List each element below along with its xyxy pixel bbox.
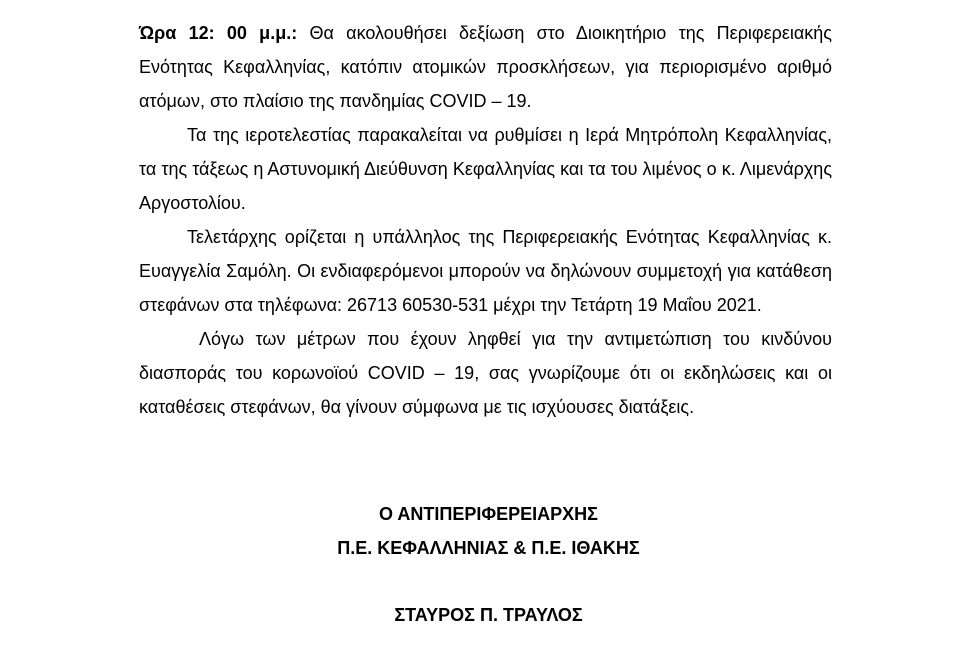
signature-units <box>0 536 977 560</box>
paragraph-master-of-ceremonies: Τελετάρχης ορίζεται η υπάλληλος της Περιφερειακής Ενότητας Κεφαλληνίας κ. Ευαγγελία Σαμόλη. Οι ενδιαφερόμενοι μπορούν να δηλώνουν συμμετοχή για κατάθεση στεφάνων στα τηλέφωνα: 26713 60530-531 μέχρι την Τετάρτη 19 Μαΐου 2021. <box>139 227 832 315</box>
time-label: Ώρα 12: 00 μ.μ.: <box>139 23 298 43</box>
document-body <box>139 16 832 424</box>
signature-title-text: Ο ΑΝΤΙΠΕΡΙΦΕΡΕΙΑΡΧΗΣ <box>379 504 598 524</box>
signature-name <box>0 603 977 627</box>
reception-text: Θα ακολουθήσει δεξίωση στο Διοικητήριο της Περιφερειακής Ενότητας Κεφαλληνίας, κατόπιν ατομικών προσκλήσεων, για περιορισμένο αριθμό ατόμων, στο πλαίσιο της πανδημίας COVID – 19. <box>139 23 832 111</box>
paragraph-reception <box>139 16 832 118</box>
paragraph-ceremony-arrangements: Τα της ιεροτελεστίας παρακαλείται να ρυθμίσει η Ιερά Μητρόπολη Κεφαλληνίας, τα της τάξεως η Αστυνομική Διεύθυνση Κεφαλληνίας και τα του λιμένος ο κ. Λιμενάρχης Αργοστολίου. <box>139 125 832 213</box>
signature-title <box>0 502 977 526</box>
signature-units-text: Π.Ε. ΚΕΦΑΛΛΗΝΙΑΣ & Π.Ε. ΙΘΑΚΗΣ <box>337 538 640 558</box>
paragraph-covid-measures: Λόγω των μέτρων που έχουν ληφθεί για την αντιμετώπιση του κινδύνου διασποράς του κορωνοϊού COVID – 19, σας γνωρίζουμε ότι οι εκδηλώσεις και οι καταθέσεις στεφάνων, θα γίνουν σύμφωνα με τις ισχύουσες διατάξεις. <box>139 329 832 417</box>
signature-name-text: ΣΤΑΥΡΟΣ Π. ΤΡΑΥΛΟΣ <box>394 605 583 625</box>
